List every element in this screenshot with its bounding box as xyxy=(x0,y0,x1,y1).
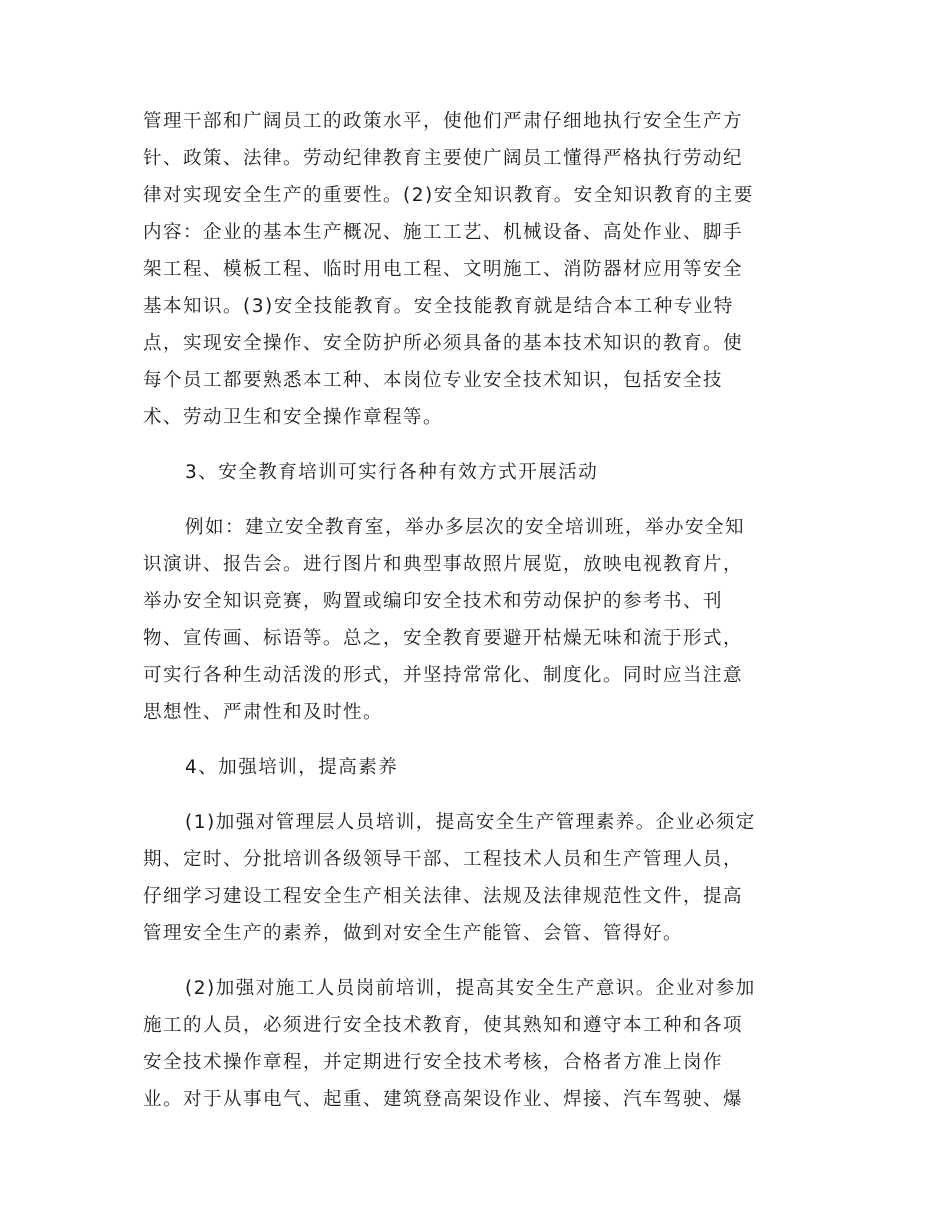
text-line: 安全技术操作章程，并定期进行安全技术考核，合格者方准上岗作 xyxy=(143,1052,724,1073)
text-line: 每个员工都要熟悉本工种、本岗位专业安全技术知识，包括安全技 xyxy=(143,370,724,391)
text-line: 思想性、严肃性和及时性。 xyxy=(143,702,384,723)
heading-text: 3、安全教育培训可实行各种有效方式开展活动 xyxy=(185,462,599,483)
paragraph-education-content xyxy=(143,103,808,436)
text-line: 业。对于从事电气、起重、建筑登高架设作业、焊接、汽车驾驶、爆 xyxy=(143,1089,744,1110)
text-line: (2)加强对施工人员岗前培训，提高其安全生产意识。企业对参加 xyxy=(185,978,756,999)
text-line: 举办安全知识竞赛，购置或编印安全技术和劳动保护的参考书、刊 xyxy=(143,591,724,612)
text-line: 识演讲、报告会。进行图片和典型事故照片展览，放映电视教育片， xyxy=(143,554,744,575)
text-line: 律对实现安全生产的重要性。(2)安全知识教育。安全知识教育的主要 xyxy=(143,185,754,206)
text-line: 针、政策、法律。劳动纪律教育主要使广阔员工懂得严格执行劳动纪 xyxy=(143,148,744,169)
text-line: 仔细学习建设工程安全生产相关法律、法规及法律规范性文件，提高 xyxy=(143,886,744,907)
text-line: (1)加强对管理层人员培训，提高安全生产管理素养。企业必须定 xyxy=(185,812,756,833)
text-line: 点，实现安全操作、安全防护所必须具备的基本技术知识的教育。使 xyxy=(143,333,744,354)
paragraph-management-training xyxy=(143,804,808,952)
paragraph-training-methods xyxy=(143,509,808,731)
text-line: 可实行各种生动活泼的形式，并坚持常常化、制度化。同时应当注意 xyxy=(143,665,744,686)
text-line: 物、宣传画、标语等。总之，安全教育要避开枯燥无味和流于形式， xyxy=(143,628,744,649)
text-line: 施工的人员，必须进行安全技术教育，使其熟知和遵守本工种和各项 xyxy=(143,1015,744,1036)
text-line: 架工程、模板工程、临时用电工程、文明施工、消防器材应用等安全 xyxy=(143,259,744,280)
document-body xyxy=(143,103,808,1136)
paragraph-worker-training xyxy=(143,970,808,1118)
text-line: 期、定时、分批培训各级领导干部、工程技术人员和生产管理人员， xyxy=(143,849,744,870)
text-line: 内容：企业的基本生产概况、施工工艺、机械设备、高处作业、脚手 xyxy=(143,222,744,243)
text-line: 基本知识。(3)安全技能教育。安全技能教育就是结合本工种专业特 xyxy=(143,296,734,317)
section-heading-3 xyxy=(143,454,808,491)
text-line: 管理安全生产的素养，做到对安全生产能管、会管、管得好。 xyxy=(143,923,684,944)
heading-text: 4、加强培训，提高素养 xyxy=(185,757,399,778)
text-line: 例如：建立安全教育室，举办多层次的安全培训班，举办安全知 xyxy=(185,517,746,538)
text-line: 术、劳动卫生和安全操作章程等。 xyxy=(143,407,444,428)
section-heading-4 xyxy=(143,749,808,786)
text-line: 管理干部和广阔员工的政策水平，使他们严肃仔细地执行安全生产方 xyxy=(143,111,744,132)
